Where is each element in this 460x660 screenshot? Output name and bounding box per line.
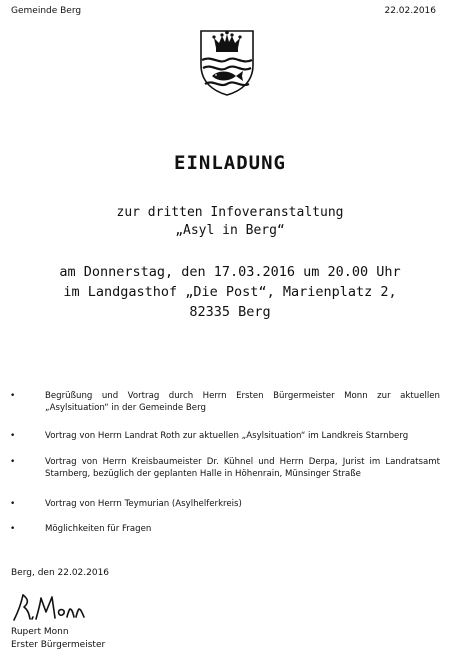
agenda-item — [10, 430, 440, 442]
agenda-item — [10, 456, 440, 480]
event-postal-city: 82335 Berg — [189, 304, 271, 320]
agenda-list — [10, 390, 440, 535]
agenda-item-text: Begrüßung und Vortrag durch Herrn Ersten Bürgermeister Monn zur aktuellen „Asylsituation“ in der Gemeinde Berg — [45, 391, 440, 413]
closing-place-date: Berg, den 22.02.2016 — [11, 568, 110, 578]
agenda-item-text: Möglichkeiten für Fragen — [45, 524, 152, 534]
subtitle-line-2: „Asyl in Berg“ — [175, 223, 285, 238]
subtitle-line-1: zur dritten Infoveranstaltung — [116, 205, 344, 220]
letter-date: 22.02.2016 — [384, 6, 436, 16]
bullet-icon: • — [10, 524, 16, 534]
bullet-icon: • — [10, 457, 16, 467]
event-date-time: am Donnerstag, den 17.03.2016 um 20.00 Uhr — [59, 264, 401, 280]
agenda-item — [10, 390, 440, 414]
agenda-item — [10, 498, 440, 510]
signer-role: Erster Bürgermeister — [11, 640, 106, 650]
event-subtitle — [0, 204, 460, 240]
bullet-icon: • — [10, 431, 16, 441]
document-title: EINLADUNG — [174, 152, 286, 174]
event-venue: im Landgasthof „Die Post“, Marienplatz 2, — [63, 284, 397, 300]
bullet-icon: • — [10, 499, 16, 509]
handwritten-signature — [10, 592, 90, 622]
coat-of-arms-icon — [197, 27, 257, 97]
letterhead-sender: Gemeinde Berg — [11, 6, 82, 16]
event-details — [0, 262, 460, 322]
bullet-icon: • — [10, 391, 16, 401]
signer-name: Rupert Monn — [11, 627, 69, 637]
agenda-item — [10, 523, 440, 535]
agenda-item-text: Vortrag von Herrn Teymurian (Asylhelferkreis) — [45, 499, 242, 509]
agenda-item-text: Vortrag von Herrn Kreisbaumeister Dr. Kühnel und Herrn Derpa, Jurist im Landratsamt Starnberg, bezüglich der geplanten Halle in Höhenrain, Münsinger Straße — [45, 457, 440, 479]
agenda-item-text: Vortrag von Herrn Landrat Roth zur aktuellen „Asylsituation“ im Landkreis Starnberg — [45, 431, 409, 441]
